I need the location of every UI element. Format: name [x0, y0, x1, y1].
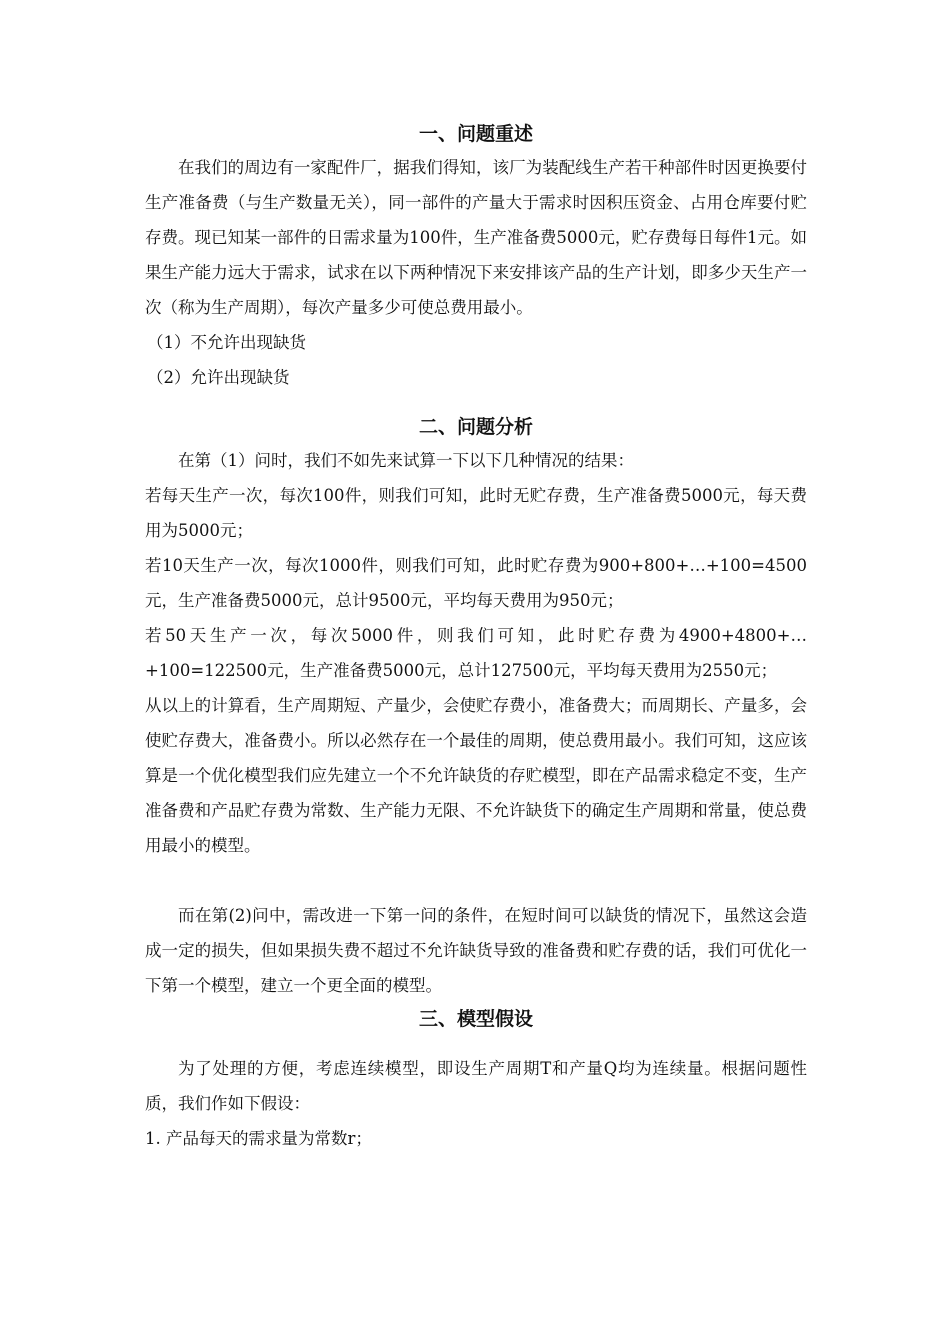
analysis-case-3: 若50天生产一次，每次5000件，则我们可知，此时贮存费为4900+4800+…+100=122500元，生产准备费5000元，总计127500元，平均每天费用为2550元； — [145, 626, 807, 680]
section-title-assumptions: 三、模型假设 — [418, 1008, 533, 1030]
condition-item-1: （1）不允许出现缺货 — [147, 333, 306, 352]
section-title-analysis: 二、问题分析 — [418, 416, 533, 438]
restatement-paragraph: 在我们的周边有一家配件厂，据我们得知，该厂为装配线生产若干种部件时因更换要付生产准备费（与生产数量无关），同一部件的产量大于需求时因积压资金、占用仓库要付贮存费。现已知某一部件的日需求量为100件，生产准备费5000元，贮存费每日每件1元。如果生产能力远大于需求，试求在以下两种情况下来安排该产品的生产计划，即多少天生产一次（称为生产周期），每次产量多少可使总费用最小。 — [145, 158, 807, 317]
section-gap — [145, 1035, 807, 1051]
analysis-conclusion: 从以上的计算看，生产周期短、产量少，会使贮存费小，准备费大；而周期长、产量多，会使贮存费大，准备费小。所以必然存在一个最佳的周期，使总费用最小。我们可知，这应该算是一个优化模型我们应先建立一个不允许缺货的存贮模型，即在产品需求稳定不变，生产准备费和产品贮存费为常数、生产能力无限、不允许缺货下的确定生产周期和常量，使总费用最小的模型。 — [145, 696, 807, 855]
assumptions-intro: 为了处理的方便，考虑连续模型，即设生产周期T和产量Q均为连续量。根据问题性质，我们作如下假设： — [145, 1059, 807, 1113]
analysis-case-2: 若10天生产一次，每次1000件，则我们可知，此时贮存费为900+800+…+100=4500元，生产准备费5000元，总计9500元，平均每天费用为950元； — [145, 556, 807, 610]
paragraph-gap — [145, 863, 807, 898]
analysis-closing: 而在第(2)问中，需改进一下第一问的条件，在短时间可以缺货的情况下，虽然这会造成一定的损失，但如果损失费不超过不允许缺货导致的准备费和贮存费的话，我们可优化一下第一个模型，建立一个更全面的模型。 — [145, 906, 807, 995]
section-title-restatement: 一、问题重述 — [418, 123, 533, 145]
analysis-intro: 在第（1）问时，我们不如先来试算一下以下几种情况的结果： — [178, 451, 634, 470]
section-gap — [145, 395, 807, 411]
document-page — [145, 118, 807, 1156]
analysis-case-1: 若每天生产一次，每次100件，则我们可知，此时无贮存费，生产准备费5000元，每天费用为5000元； — [145, 486, 807, 540]
condition-item-2: （2）允许出现缺货 — [147, 368, 290, 387]
assumption-item-1: 1. 产品每天的需求量为常数r； — [145, 1129, 372, 1148]
